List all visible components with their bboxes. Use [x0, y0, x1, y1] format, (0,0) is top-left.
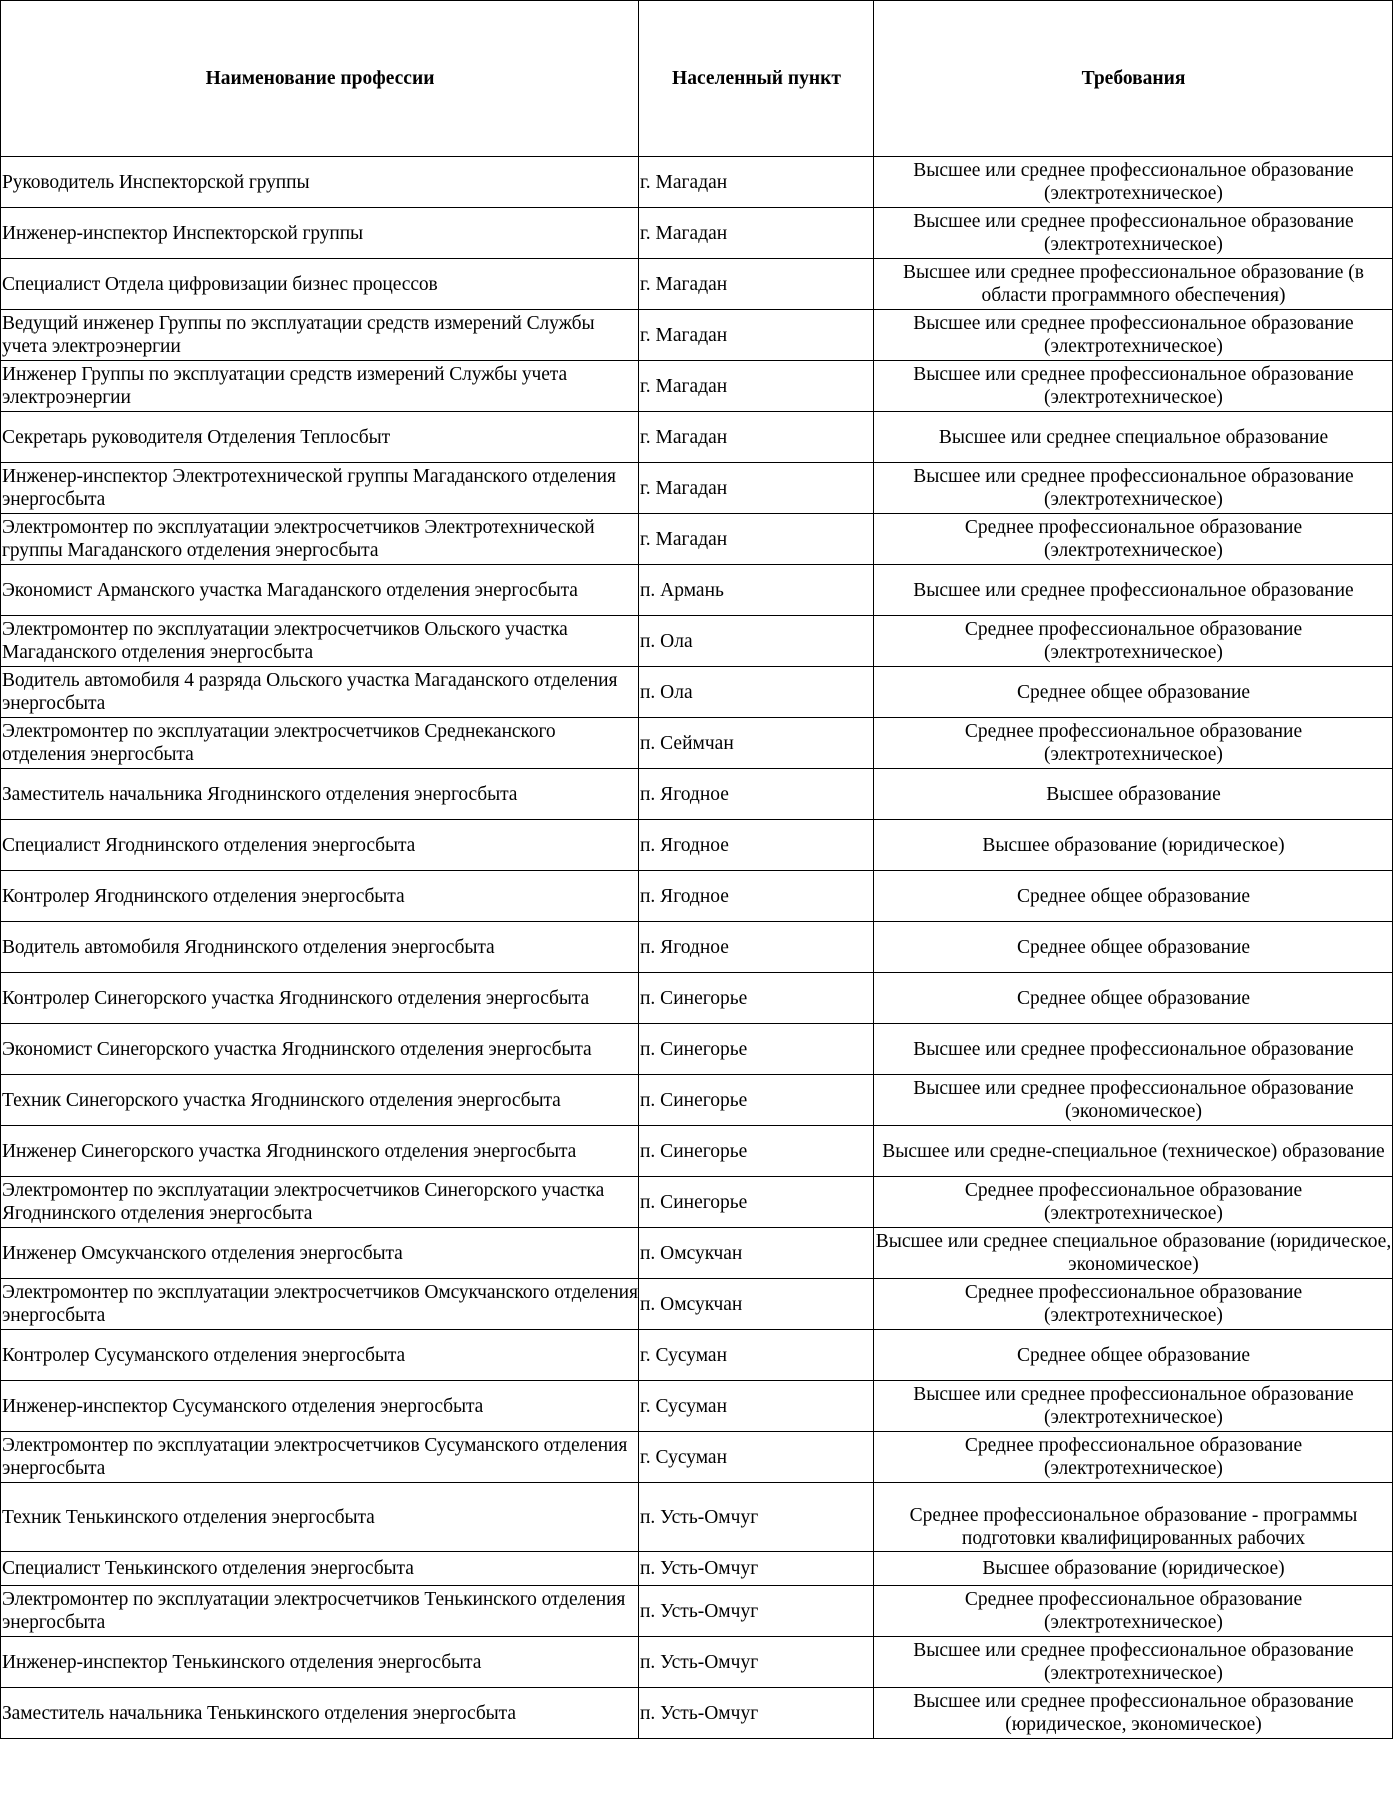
profession-cell: Инженер-инспектор Инспекторской группы — [1, 208, 639, 259]
table-row — [1, 922, 1393, 973]
profession-cell: Инженер Группы по эксплуатации средств измерений Службы учета электроэнергии — [1, 361, 639, 412]
requirement-cell: Среднее профессиональное образование (электротехническое) — [874, 1177, 1393, 1228]
profession-cell: Заместитель начальника Тенькинского отделения энергосбыта — [1, 1688, 639, 1739]
requirement-cell: Высшее или средне-специальное (техническое) образование — [874, 1126, 1393, 1177]
table-header-row — [1, 1, 1393, 157]
locality-cell: п. Усть-Омчуг — [639, 1483, 874, 1552]
profession-cell: Инженер Омсукчанского отделения энергосбыта — [1, 1228, 639, 1279]
table-row — [1, 565, 1393, 616]
locality-cell: п. Синегорье — [639, 973, 874, 1024]
profession-cell: Специалист Тенькинского отделения энергосбыта — [1, 1552, 639, 1586]
locality-cell: г. Магадан — [639, 412, 874, 463]
requirement-cell: Высшее или среднее профессиональное образование (электротехническое) — [874, 361, 1393, 412]
requirement-cell: Высшее или среднее специальное образование — [874, 412, 1393, 463]
table-row — [1, 1432, 1393, 1483]
profession-cell: Экономист Синегорского участка Ягоднинского отделения энергосбыта — [1, 1024, 639, 1075]
table-row — [1, 1637, 1393, 1688]
table-row — [1, 1075, 1393, 1126]
requirement-cell: Среднее общее образование — [874, 922, 1393, 973]
locality-cell: п. Усть-Омчуг — [639, 1688, 874, 1739]
requirement-cell: Среднее профессиональное образование (электротехническое) — [874, 718, 1393, 769]
locality-cell: п. Синегорье — [639, 1126, 874, 1177]
profession-cell: Инженер-инспектор Тенькинского отделения энергосбыта — [1, 1637, 639, 1688]
locality-cell: г. Магадан — [639, 361, 874, 412]
profession-cell: Экономист Арманского участка Магаданского отделения энергосбыта — [1, 565, 639, 616]
locality-cell: п. Армань — [639, 565, 874, 616]
profession-cell: Техник Синегорского участка Ягоднинского отделения энергосбыта — [1, 1075, 639, 1126]
table-row — [1, 616, 1393, 667]
locality-cell: г. Магадан — [639, 259, 874, 310]
table-row — [1, 361, 1393, 412]
table-row — [1, 1330, 1393, 1381]
requirement-cell: Высшее или среднее профессиональное образование — [874, 565, 1393, 616]
table-row — [1, 514, 1393, 565]
locality-cell: п. Синегорье — [639, 1177, 874, 1228]
locality-cell: п. Ягодное — [639, 769, 874, 820]
locality-cell: п. Усть-Омчуг — [639, 1552, 874, 1586]
profession-cell: Электромонтер по эксплуатации электросчетчиков Сусуманского отделения энергосбыта — [1, 1432, 639, 1483]
table-row — [1, 820, 1393, 871]
locality-cell: г. Сусуман — [639, 1432, 874, 1483]
locality-cell: г. Магадан — [639, 310, 874, 361]
profession-cell: Контролер Ягоднинского отделения энергосбыта — [1, 871, 639, 922]
requirement-cell: Высшее или среднее профессиональное образование (юридическое, экономическое) — [874, 1688, 1393, 1739]
requirement-cell: Высшее или среднее профессиональное образование (электротехническое) — [874, 1637, 1393, 1688]
locality-cell: г. Магадан — [639, 514, 874, 565]
profession-cell: Ведущий инженер Группы по эксплуатации средств измерений Службы учета электроэнергии — [1, 310, 639, 361]
requirement-cell: Высшее или среднее специальное образование (юридическое, экономическое) — [874, 1228, 1393, 1279]
profession-cell: Электромонтер по эксплуатации электросчетчиков Тенькинского отделения энергосбыта — [1, 1586, 639, 1637]
requirement-cell: Высшее образование (юридическое) — [874, 1552, 1393, 1586]
profession-cell: Электромонтер по эксплуатации электросчетчиков Омсукчанского отделения энергосбыта — [1, 1279, 639, 1330]
requirement-cell: Высшее образование — [874, 769, 1393, 820]
table-row — [1, 1126, 1393, 1177]
profession-cell: Водитель автомобиля 4 разряда Ольского участка Магаданского отделения энергосбыта — [1, 667, 639, 718]
requirement-cell: Среднее общее образование — [874, 667, 1393, 718]
locality-cell: г. Магадан — [639, 463, 874, 514]
locality-cell: п. Ягодное — [639, 871, 874, 922]
locality-cell: п. Усть-Омчуг — [639, 1586, 874, 1637]
locality-cell: г. Сусуман — [639, 1381, 874, 1432]
requirement-cell: Высшее или среднее профессиональное образование (электротехническое) — [874, 208, 1393, 259]
profession-cell: Водитель автомобиля Ягоднинского отделения энергосбыта — [1, 922, 639, 973]
profession-cell: Инженер-инспектор Сусуманского отделения энергосбыта — [1, 1381, 639, 1432]
profession-cell: Контролер Сусуманского отделения энергосбыта — [1, 1330, 639, 1381]
requirement-cell: Среднее профессиональное образование (электротехническое) — [874, 616, 1393, 667]
table-row — [1, 1279, 1393, 1330]
locality-cell: п. Ягодное — [639, 820, 874, 871]
requirement-cell: Среднее профессиональное образование - программы подготовки квалифицированных рабочих — [874, 1483, 1393, 1552]
requirement-cell: Высшее или среднее профессиональное образование (в области программного обеспечения) — [874, 259, 1393, 310]
requirement-cell: Среднее профессиональное образование (электротехническое) — [874, 514, 1393, 565]
locality-cell: п. Омсукчан — [639, 1279, 874, 1330]
table-row — [1, 259, 1393, 310]
profession-cell: Техник Тенькинского отделения энергосбыта — [1, 1483, 639, 1552]
table-row — [1, 310, 1393, 361]
profession-cell: Заместитель начальника Ягоднинского отделения энергосбыта — [1, 769, 639, 820]
profession-cell: Контролер Синегорского участка Ягоднинского отделения энергосбыта — [1, 973, 639, 1024]
table-row — [1, 1177, 1393, 1228]
table-row — [1, 1483, 1393, 1552]
locality-cell: п. Синегорье — [639, 1024, 874, 1075]
requirement-cell: Среднее общее образование — [874, 973, 1393, 1024]
table-row — [1, 871, 1393, 922]
table-row — [1, 157, 1393, 208]
profession-cell: Электромонтер по эксплуатации электросчетчиков Среднеканского отделения энергосбыта — [1, 718, 639, 769]
column-header-profession: Наименование профессии — [1, 1, 639, 157]
table-row — [1, 1586, 1393, 1637]
locality-cell: г. Магадан — [639, 157, 874, 208]
requirement-cell: Среднее общее образование — [874, 1330, 1393, 1381]
locality-cell: п. Сеймчан — [639, 718, 874, 769]
locality-cell: п. Усть-Омчуг — [639, 1637, 874, 1688]
profession-cell: Специалист Отдела цифровизации бизнес процессов — [1, 259, 639, 310]
requirement-cell: Высшее или среднее профессиональное образование (электротехническое) — [874, 463, 1393, 514]
locality-cell: п. Ягодное — [639, 922, 874, 973]
locality-cell: г. Сусуман — [639, 1330, 874, 1381]
requirement-cell: Высшее или среднее профессиональное образование — [874, 1024, 1393, 1075]
profession-cell: Секретарь руководителя Отделения Теплосбыт — [1, 412, 639, 463]
profession-cell: Инженер-инспектор Электротехнической группы Магаданского отделения энергосбыта — [1, 463, 639, 514]
profession-cell: Электромонтер по эксплуатации электросчетчиков Ольского участка Магаданского отделения энергосбыта — [1, 616, 639, 667]
locality-cell: п. Синегорье — [639, 1075, 874, 1126]
table-row — [1, 463, 1393, 514]
requirement-cell: Среднее профессиональное образование (электротехническое) — [874, 1279, 1393, 1330]
requirement-cell: Высшее образование (юридическое) — [874, 820, 1393, 871]
table-row — [1, 667, 1393, 718]
column-header-requirements: Требования — [874, 1, 1393, 157]
table-row — [1, 973, 1393, 1024]
profession-cell: Электромонтер по эксплуатации электросчетчиков Электротехнической группы Магаданского отделения энергосбыта — [1, 514, 639, 565]
table-row — [1, 1381, 1393, 1432]
table-row — [1, 412, 1393, 463]
table-row — [1, 1228, 1393, 1279]
profession-cell: Руководитель Инспекторской группы — [1, 157, 639, 208]
locality-cell: п. Омсукчан — [639, 1228, 874, 1279]
requirement-cell: Высшее или среднее профессиональное образование (электротехническое) — [874, 1381, 1393, 1432]
requirement-cell: Среднее профессиональное образование (электротехническое) — [874, 1586, 1393, 1637]
profession-cell: Электромонтер по эксплуатации электросчетчиков Синегорского участка Ягоднинского отделения энергосбыта — [1, 1177, 639, 1228]
profession-cell: Инженер Синегорского участка Ягоднинского отделения энергосбыта — [1, 1126, 639, 1177]
table-row — [1, 1024, 1393, 1075]
requirement-cell: Среднее профессиональное образование (электротехническое) — [874, 1432, 1393, 1483]
table-row — [1, 208, 1393, 259]
locality-cell: г. Магадан — [639, 208, 874, 259]
profession-cell: Специалист Ягоднинского отделения энергосбыта — [1, 820, 639, 871]
table-row — [1, 718, 1393, 769]
locality-cell: п. Ола — [639, 667, 874, 718]
column-header-locality: Населенный пункт — [639, 1, 874, 157]
requirement-cell: Высшее или среднее профессиональное образование (электротехническое) — [874, 310, 1393, 361]
requirement-cell: Среднее общее образование — [874, 871, 1393, 922]
table-row — [1, 769, 1393, 820]
requirement-cell: Высшее или среднее профессиональное образование (экономическое) — [874, 1075, 1393, 1126]
table-row — [1, 1552, 1393, 1586]
requirement-cell: Высшее или среднее профессиональное образование (электротехническое) — [874, 157, 1393, 208]
locality-cell: п. Ола — [639, 616, 874, 667]
table-row — [1, 1688, 1393, 1739]
